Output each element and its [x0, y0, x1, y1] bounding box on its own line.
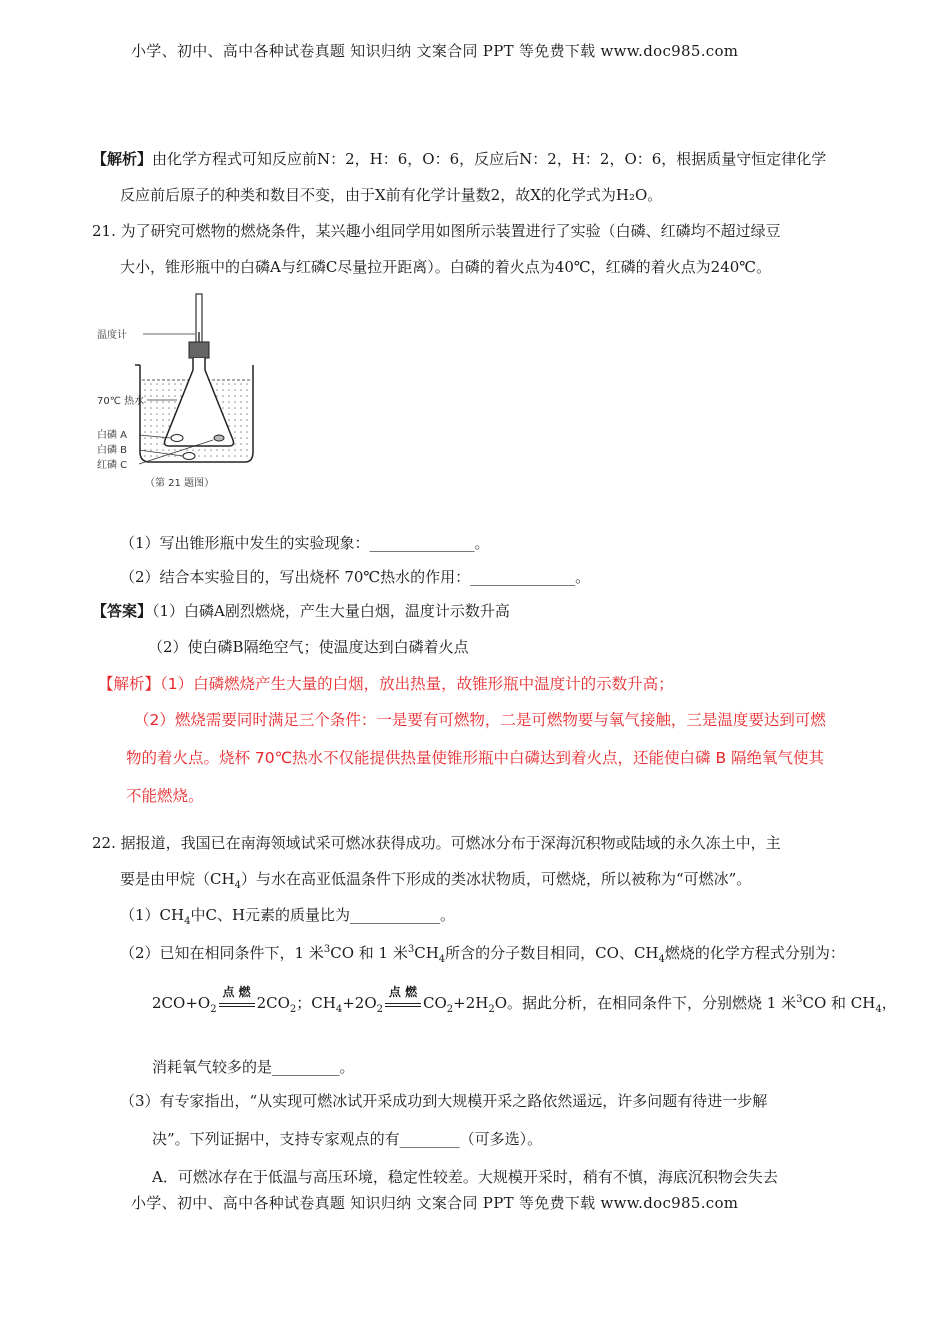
q20-analysis-tag: 【解析】	[92, 150, 153, 168]
page-footer: 小学、初中、高中各种试卷真题 知识归纳 文案合同 PPT 等免费下载 www.doc985.com	[131, 1194, 739, 1212]
q21-stem-line2: 大小，锥形瓶中的白磷A与红磷C尽量拉开距离）。白磷的着火点为40℃，红磷的着火点为240℃。	[120, 258, 772, 276]
page-header: 小学、初中、高中各种试卷真题 知识归纳 文案合同 PPT 等免费下载 www.doc985.com	[131, 42, 739, 60]
q22-stem-line2: 要是由甲烷$(CH_4)$与水在高亚低温条件下形成的类冰状物质，可燃烧，所以被称为“可燃冰”。	[120, 870, 752, 891]
q21-sub1: （1）写出锥形瓶中发生的实验现象：______________。	[120, 534, 490, 552]
fig-label-c: 红磷 C	[97, 460, 128, 471]
q21-analysis-line2: （2）燃烧需要同时满足三个条件：一是要有可燃物，二是可燃物要与氧气接触，三是温度要达到可燃	[134, 711, 826, 729]
q22-number: 22.	[92, 834, 116, 852]
q21-answer-line1: 【答案】（1）白磷A剧烈燃烧，产生大量白烟，温度计示数升高	[92, 602, 510, 620]
q21-analysis-tag: 【解析】	[98, 675, 161, 693]
fig-label-thermometer: 温度计	[97, 330, 127, 341]
q22-sub2: （2）已知在相同条件下，1 米$^3$CO 和 1 米$^3CH_4$所含的分子数目相同，CO、$CH_4$燃烧的化学方程式分别为：	[120, 944, 845, 965]
q21-sub2: （2）结合本实验目的，写出烧杯 70℃热水的作用：______________。	[120, 568, 591, 586]
red-phosphorus-in-flask-icon	[214, 435, 224, 441]
white-phosphorus-a-icon	[171, 435, 183, 442]
q21-answer-tag: 【答案】	[92, 602, 153, 620]
q21-analysis-line3: 物的着火点。烧杯 70℃热水不仅能提供热量使锥形瓶中白磷达到着火点，还能使白磷 B 隔绝氧气使其	[126, 749, 825, 767]
stopper-icon	[189, 342, 209, 358]
q21-number: 21.	[92, 222, 116, 240]
fig-caption: （第 21 题图）	[145, 478, 215, 489]
fig-label-water: 70℃ 热水	[97, 396, 145, 407]
fig-label-a: 白磷 A	[97, 430, 128, 441]
q20-analysis-line1: 【解析】由化学方程式可知反应前N：2，H：6，O：6，反应后N：2，H：2，O：6，根据质量守恒定律化学	[92, 150, 827, 168]
q21-analysis-line4: 不能燃烧。	[126, 787, 204, 805]
fig-label-b: 白磷 B	[97, 445, 128, 456]
white-phosphorus-b-icon	[183, 453, 195, 460]
q22-sub1: $(1)CH_4$中C、H元素的质量比为____________。	[120, 906, 456, 927]
q22-sub3-line2: 决”。下列证据中，支持专家观点的有________（可多选）。	[152, 1130, 543, 1148]
q21-stem-line1: 21. 为了研究可燃物的燃烧条件，某兴趣小组同学用如图所示装置进行了实验（白磷、红磷均不超过绿豆	[92, 222, 781, 240]
q22-sub2-end: 消耗氧气较多的是_________。	[152, 1058, 355, 1076]
q21-analysis-line1: 【解析】（1）白磷燃烧产生大量的白烟，放出热量，故锥形瓶中温度计的示数升高；	[98, 675, 674, 693]
q22-equation-line: $2CO+O_2$ 点 燃 $2CO_2$；$CH_4+2O_2$ 点 燃 $CO_2+2H_2O$。据此分析，在相同条件下，分别燃烧 1 米$^3$CO 和 $CH_4$，	[152, 985, 897, 1015]
q21-answer-line2: （2）使白磷B隔绝空气；使温度达到白磷着火点	[148, 638, 469, 656]
q21-apparatus-figure	[95, 292, 255, 492]
q22-sub3-line1: （3）有专家指出，“从实现可燃冰试开采成功到大规模开采之路依然遥远，许多问题有待进一步解	[120, 1092, 768, 1110]
reaction-condition-mark-1: 点 燃	[217, 993, 257, 1015]
reaction-condition-mark-2: 点 燃	[383, 993, 423, 1015]
q22-option-a: A．可燃冰存在于低温与高压环境，稳定性较差。大规模开采时，稍有不慎，海底沉积物会失去	[152, 1168, 778, 1186]
q22-stem-line1: 22. 据报道，我国已在南海领域试采可燃冰获得成功。可燃冰分布于深海沉积物或陆域的永久冻土中，主	[92, 834, 781, 852]
q20-analysis-line2: 反应前后原子的种类和数目不变，由于X前有化学计量数2，故X的化学式为H₂O。	[120, 186, 663, 204]
